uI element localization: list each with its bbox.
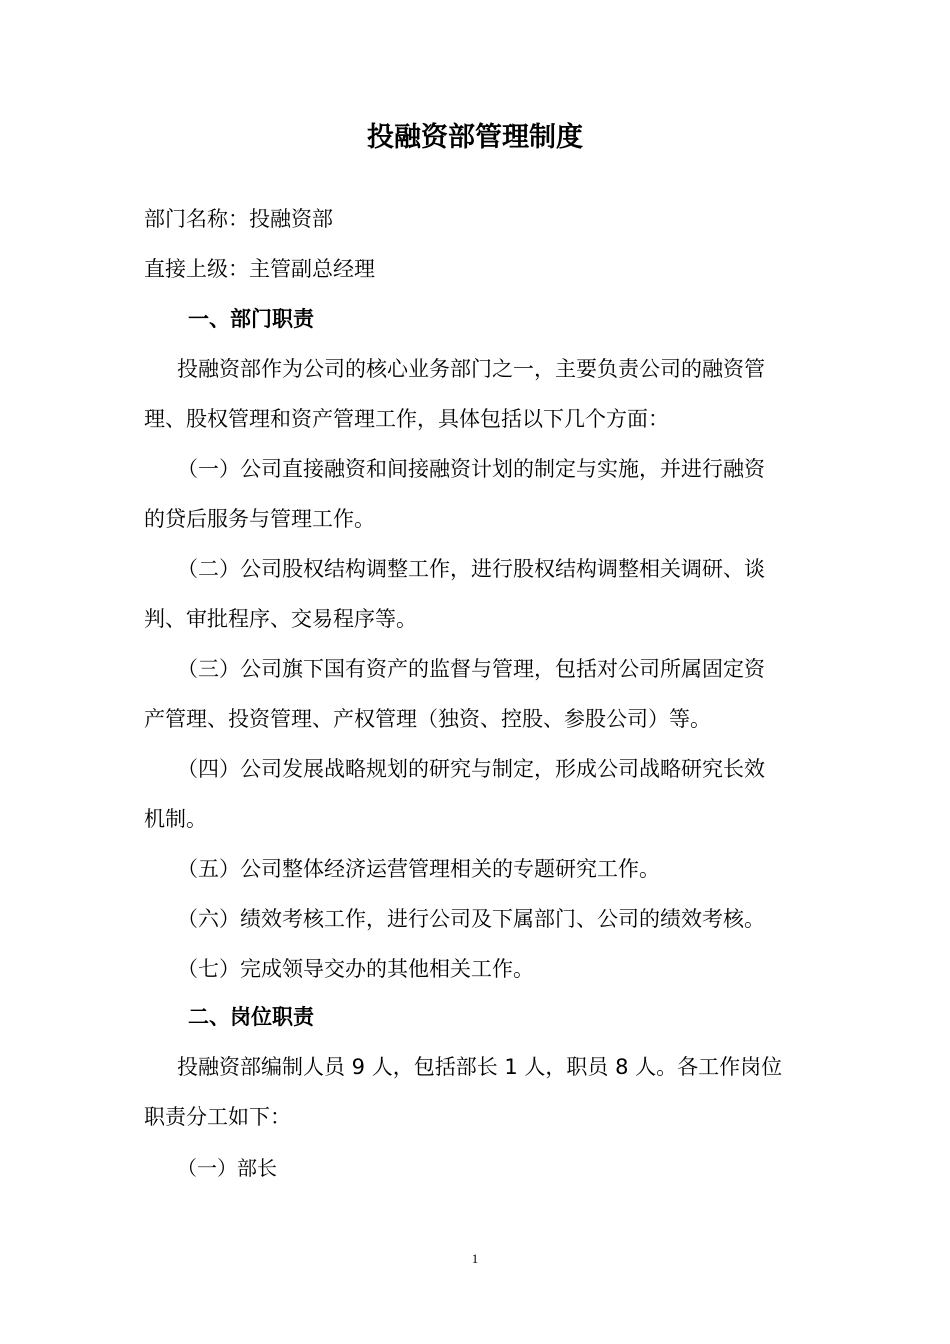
list-item: （四）公司发展战略规划的研究与制定，形成公司战略研究长效 <box>177 757 765 781</box>
list-item: （六）绩效考核工作，进行公司及下属部门、公司的绩效考核。 <box>177 907 765 931</box>
list-item: （一）公司直接融资和间接融资计划的制定与实施，并进行融资 <box>177 457 765 481</box>
section-heading-duties: 一、部门职责 <box>188 307 314 331</box>
supervisor-line: 直接上级：主管副总经理 <box>144 257 375 281</box>
list-item-continuation: 判、审批程序、交易程序等。 <box>144 607 417 631</box>
list-item-continuation: 产管理、投资管理、产权管理（独资、控股、参股公司）等。 <box>144 707 711 731</box>
list-item: （二）公司股权结构调整工作，进行股权结构调整相关调研、谈 <box>177 557 765 581</box>
list-item: （三）公司旗下国有资产的监督与管理，包括对公司所属固定资 <box>177 657 765 681</box>
list-item: （五）公司整体经济运营管理相关的专题研究工作。 <box>177 857 660 881</box>
paragraph-line: 投融资部编制人员 9 人，包括部长 1 人，职员 8 人。各工作岗位 <box>177 1055 783 1079</box>
subsection-heading-director: （一）部长 <box>177 1156 277 1180</box>
list-item: （七）完成领导交办的其他相关工作。 <box>177 957 534 981</box>
paragraph-line: 职责分工如下： <box>144 1105 291 1129</box>
section-heading-positions: 二、岗位职责 <box>188 1005 314 1029</box>
paragraph-line: 投融资部作为公司的核心业务部门之一，主要负责公司的融资管 <box>177 357 765 381</box>
list-item-continuation: 机制。 <box>144 807 207 831</box>
document-title: 投融资部管理制度 <box>367 122 583 153</box>
department-name-line: 部门名称：投融资部 <box>144 207 333 231</box>
list-item-continuation: 的贷后服务与管理工作。 <box>144 507 375 531</box>
page-number: 1 <box>471 1251 479 1266</box>
paragraph-line: 理、股权管理和资产管理工作，具体包括以下几个方面： <box>144 407 669 431</box>
